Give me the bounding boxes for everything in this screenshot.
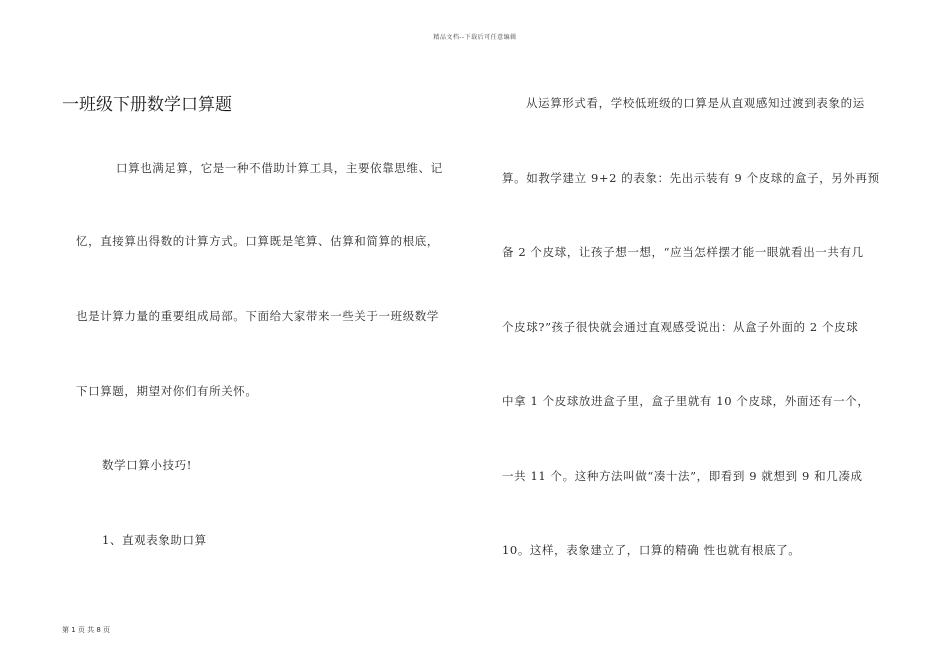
right-paragraph-line: 10。这样，表象建立了，口算的精确 性也就有根底了。 — [502, 543, 801, 557]
section-heading: 数学口算小技巧! — [102, 458, 192, 472]
right-paragraph-line: 个皮球?”孩子很快就会通过直观感受说出：从盒子外面的 2 个皮球 — [502, 320, 859, 334]
document-title: 一班级下册数学口算题 — [62, 95, 232, 115]
right-paragraph-line: 算。如教学建立 9+2 的表象：先出示装有 9 个皮球的盒子，另外再预 — [502, 171, 880, 185]
left-paragraph-line: 口算也满足算，它是一种不借助计算工具，主要依靠思维、记 — [116, 161, 443, 175]
right-paragraph-line: 中拿 1 个皮球放进盒子里，盒子里就有 10 个皮球，外面还有一个， — [502, 394, 870, 408]
left-paragraph-line: 忆，直接算出得数的计算方式。口算既是笔算、估算和简算的根底， — [76, 234, 439, 248]
subsection-heading: 1、直观表象助口算 — [102, 533, 207, 547]
left-paragraph-line: 下口算题，期望对你们有所关怀。 — [76, 384, 258, 398]
page-number: 第 1 页 共 8 页 — [62, 626, 111, 634]
right-paragraph-line: 一共 11 个。这种方法叫做“凑十法”，即看到 9 就想到 9 和几凑成 — [502, 469, 863, 483]
right-paragraph-line: 从运算形式看，学校低班级的口算是从直观感知过渡到表象的运 — [526, 96, 865, 110]
left-paragraph-line: 也是计算力量的重要组成局部。下面给大家带来一些关于一班级数学 — [76, 309, 439, 323]
page-header: 精品文档--下载后可任意编辑 — [433, 34, 517, 41]
right-paragraph-line: 备 2 个皮球，让孩子想一想，“应当怎样摆才能一眼就看出一共有几 — [502, 245, 864, 259]
